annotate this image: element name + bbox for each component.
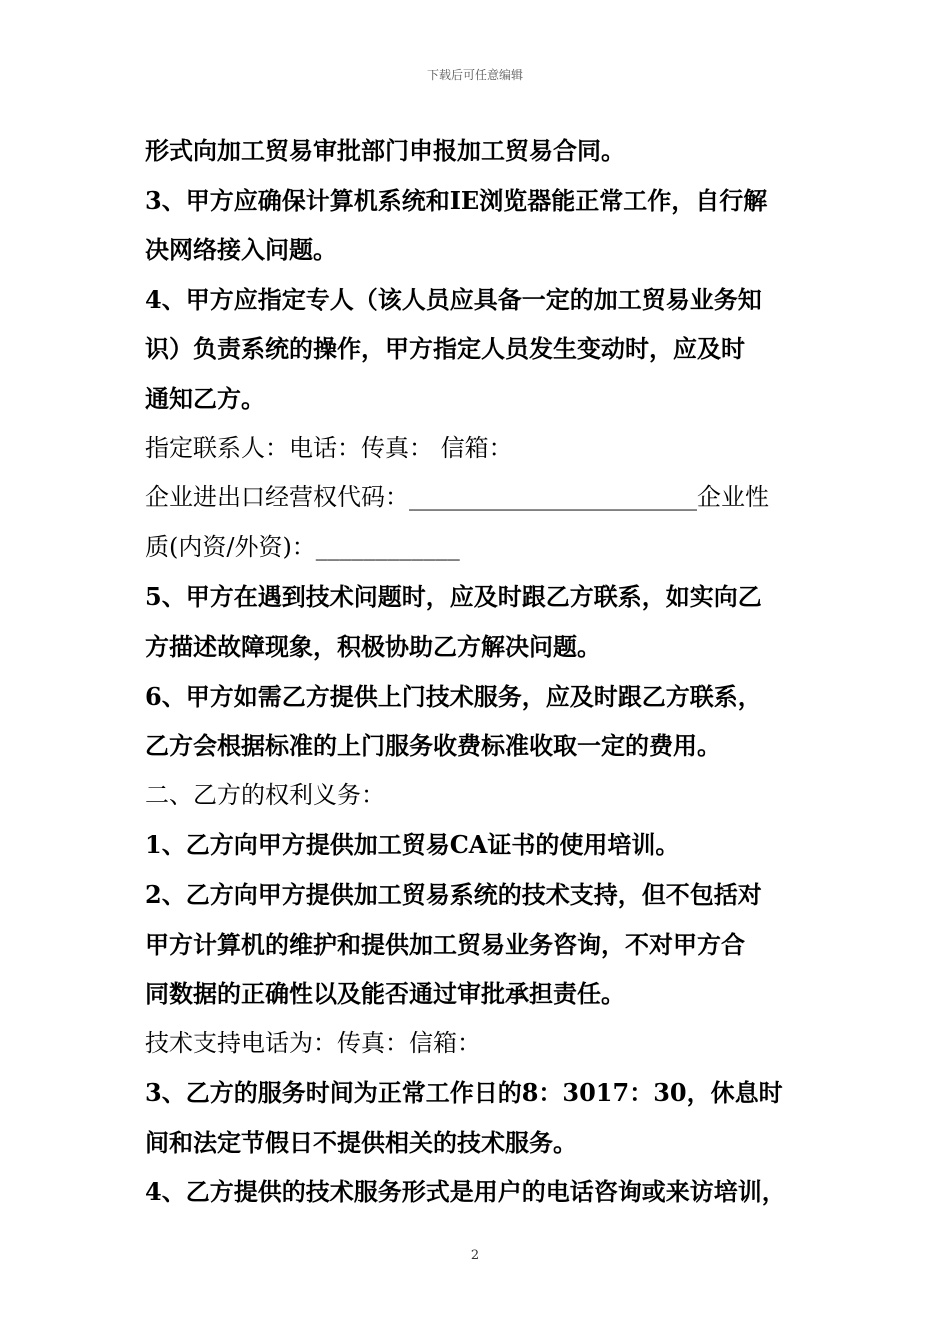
text-line: 企业进出口经营权代码：________________________企业性 — [145, 483, 769, 512]
text-line: 乙方会根据标准的上门服务收费标准收取一定的费用。 — [145, 731, 721, 761]
section-heading: 二、乙方的权利义务： — [145, 780, 385, 809]
text-line: 4、乙方提供的技术服务形式是用户的电话咨询或来访培训， — [145, 1177, 786, 1207]
text-line: 决网络接入问题。 — [145, 235, 337, 265]
text-line: 质(内资/外资)：____________ — [145, 532, 460, 561]
text-line: 4、甲方应指定专人（该人员应具备一定的加工贸易业务知 — [145, 284, 762, 314]
text-line: 3、甲方应确保计算机系统和IE浏览器能正常工作，自行解 — [145, 185, 768, 215]
text-line: 甲方计算机的维护和提供加工贸易业务咨询，不对甲方合 — [145, 929, 745, 959]
text-line: 方描述故障现象，积极协助乙方解决问题。 — [145, 631, 601, 661]
page-header: 下载后可任意编辑 — [426, 68, 523, 82]
text-line: 6、甲方如需乙方提供上门技术服务，应及时跟乙方联系， — [145, 681, 762, 711]
text-line: 3、乙方的服务时间为正常工作日的8：3017：30，休息时 — [145, 1078, 783, 1108]
page-number: 2 — [470, 1248, 480, 1263]
text-line: 同数据的正确性以及能否通过审批承担责任。 — [145, 979, 625, 1009]
text-line: 1、乙方向甲方提供加工贸易CA证书的使用培训。 — [145, 830, 680, 860]
text-line: 技术支持电话为：传真：信箱： — [145, 1028, 481, 1057]
text-line: 识）负责系统的操作，甲方指定人员发生变动时，应及时 — [145, 334, 745, 364]
text-line: 5、甲方在遇到技术问题时，应及时跟乙方联系，如实向乙 — [145, 582, 762, 612]
document-body — [145, 126, 825, 1217]
text-line: 间和法定节假日不提供相关的技术服务。 — [145, 1127, 577, 1157]
text-line: 指定联系人：电话：传真： 信箱： — [145, 433, 513, 462]
text-line: 通知乙方。 — [145, 383, 265, 413]
text-line: 2、乙方向甲方提供加工贸易系统的技术支持，但不包括对 — [145, 879, 762, 909]
text-line: 形式向加工贸易审批部门申报加工贸易合同。 — [145, 136, 625, 165]
